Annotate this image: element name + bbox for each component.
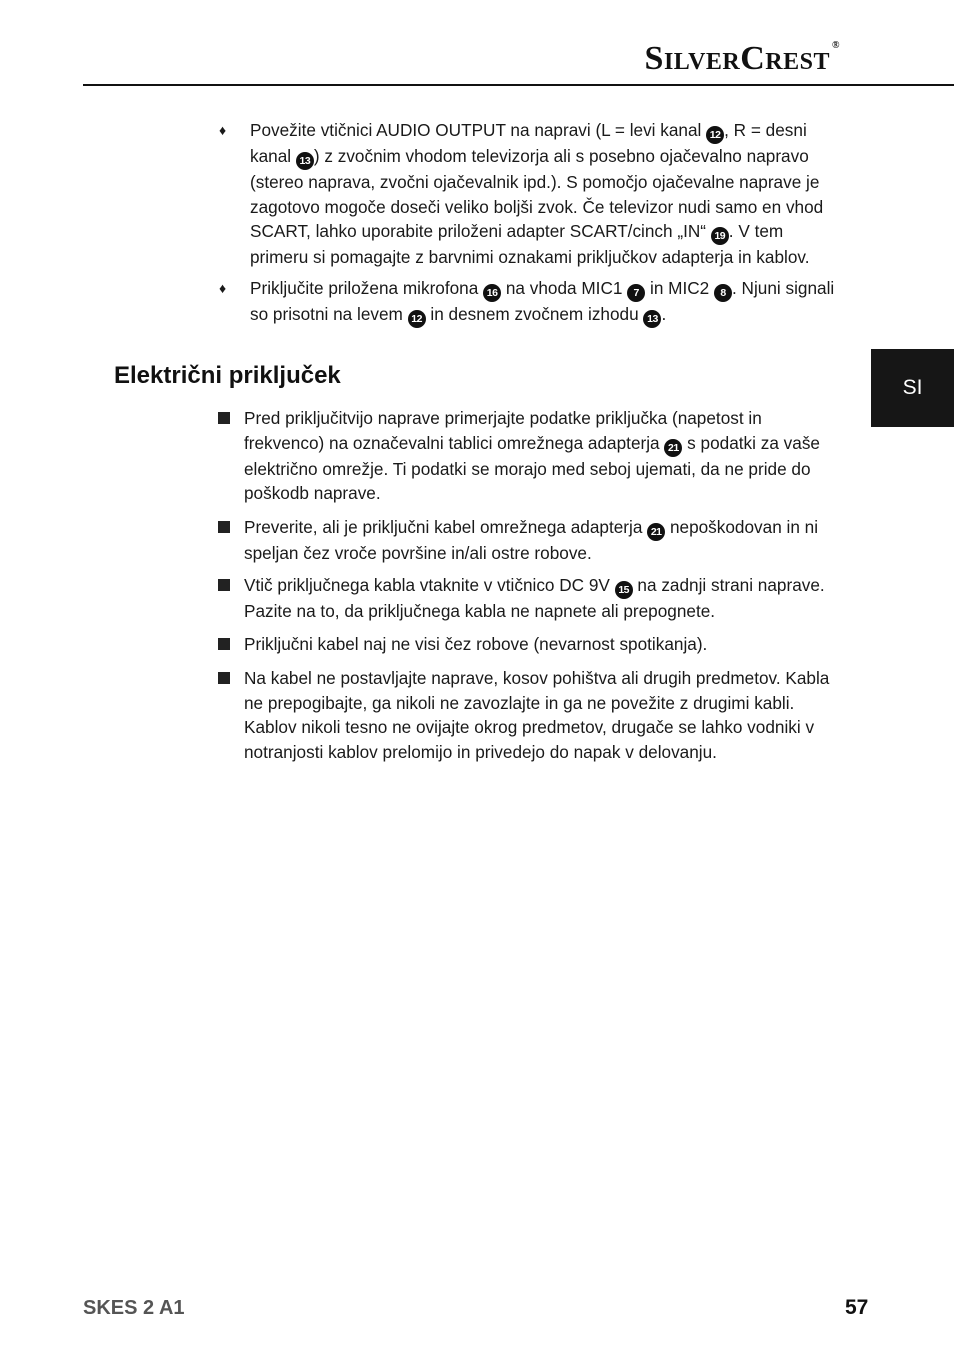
- intro-bullet-text: Priključite priložena mikrofona 16 na vhoda MIC1 7 in MIC2 8 . Njuni signali so prisotni na levem 12 in desnem zvočnem izhodu 13 .: [250, 276, 844, 328]
- reference-number-badge: 8: [714, 284, 732, 302]
- reference-number-badge: 21: [664, 439, 682, 457]
- reference-number-badge: 12: [706, 126, 724, 144]
- square-bullet-icon: [218, 666, 238, 691]
- section-bullet-text: Na kabel ne postavljajte naprave, kosov pohištva ali drugih predmetov. Kabla ne prepogibajte, ga nikoli ne zavozlajte in ga ne povežite z drugimi kabli. Kablov nikoli tesno ne ovijajte okrog predmetov, drugače se lahko vodniki v notranjosti kablov prelomijo in privedejo do napak v delovanju.: [244, 668, 830, 762]
- section-bullet-2: [218, 515, 844, 566]
- footer-model: SKES 2 A1: [83, 1297, 185, 1319]
- section-bullet-4: [218, 632, 844, 657]
- section-bullet-text: Pred priključitvijo naprave primerjajte podatke priključka (napetost in frekvenco) na označevalni tablici omrežnega adapterja 21 s podatki za vaše električno omrežje. Ti podatki se morajo med seboj ujemati, da ne pride do poškodb naprave.: [244, 408, 820, 504]
- header-divider: [83, 84, 954, 86]
- reference-number-badge: 13: [643, 310, 661, 328]
- reference-number-badge: 16: [483, 284, 501, 302]
- section-bullet-3: [218, 573, 844, 624]
- reference-number-badge: 15: [615, 581, 633, 599]
- diamond-bullet-icon: ♦: [219, 122, 227, 138]
- language-tab-label: SI: [902, 376, 923, 399]
- square-bullet-icon: [218, 515, 238, 540]
- page-number: 57: [845, 1296, 869, 1319]
- reference-number-badge: 19: [711, 227, 729, 245]
- reference-number-badge: 21: [647, 523, 665, 541]
- section-bullet-text: Vtič priključnega kabla vtaknite v vtičnico DC 9V 15 na zadnji strani naprave. Pazite na to, da priključnega kabla ne napnete ali prepognete.: [244, 575, 825, 621]
- square-bullet-icon: [218, 406, 238, 431]
- section-bullet-5: [218, 666, 844, 764]
- reference-number-badge: 12: [408, 310, 426, 328]
- section-title: Električni priključek: [114, 362, 341, 389]
- brand-logo: [645, 40, 840, 78]
- intro-bullet-1: [218, 118, 844, 270]
- language-tab: [871, 349, 954, 427]
- brand-name: SilverCrest: [644, 40, 831, 77]
- intro-bullet-text: Povežite vtičnici AUDIO OUTPUT na napravi (L = levi kanal 12 , R = desni kanal 13 ) z zvočnim vhodom televizorja ali s posebno ojačevalno napravo (stereo naprava, zvočni ojačevalnik ipd.). S pomočjo ojačevalne naprave je zagotovo mogoče doseči veliko boljši zvok. Če televizor nudi samo en vhod SCART, lahko uporabite priloženi adapter SCART/cinch „IN“ 19 . V tem primeru si pomagajte z barvnimi oznakami priključkov adapterja in kablov.: [250, 120, 824, 268]
- section-bullet-text: Preverite, ali je priključni kabel omrežnega adapterja 21 nepoškodovan in ni speljan čez vroče površine in/ali ostre robove.: [244, 517, 819, 563]
- reference-number-badge: 13: [296, 152, 314, 170]
- reference-number-badge: 7: [627, 284, 645, 302]
- section-bullet-1: [218, 406, 844, 506]
- square-bullet-icon: [218, 573, 238, 598]
- section-bullet-text: Priključni kabel naj ne visi čez robove (nevarnost spotikanja).: [244, 634, 708, 654]
- intro-bullet-2: [218, 276, 844, 328]
- square-bullet-icon: [218, 632, 238, 657]
- registered-mark: ®: [832, 40, 840, 51]
- diamond-bullet-icon: ♦: [219, 280, 227, 296]
